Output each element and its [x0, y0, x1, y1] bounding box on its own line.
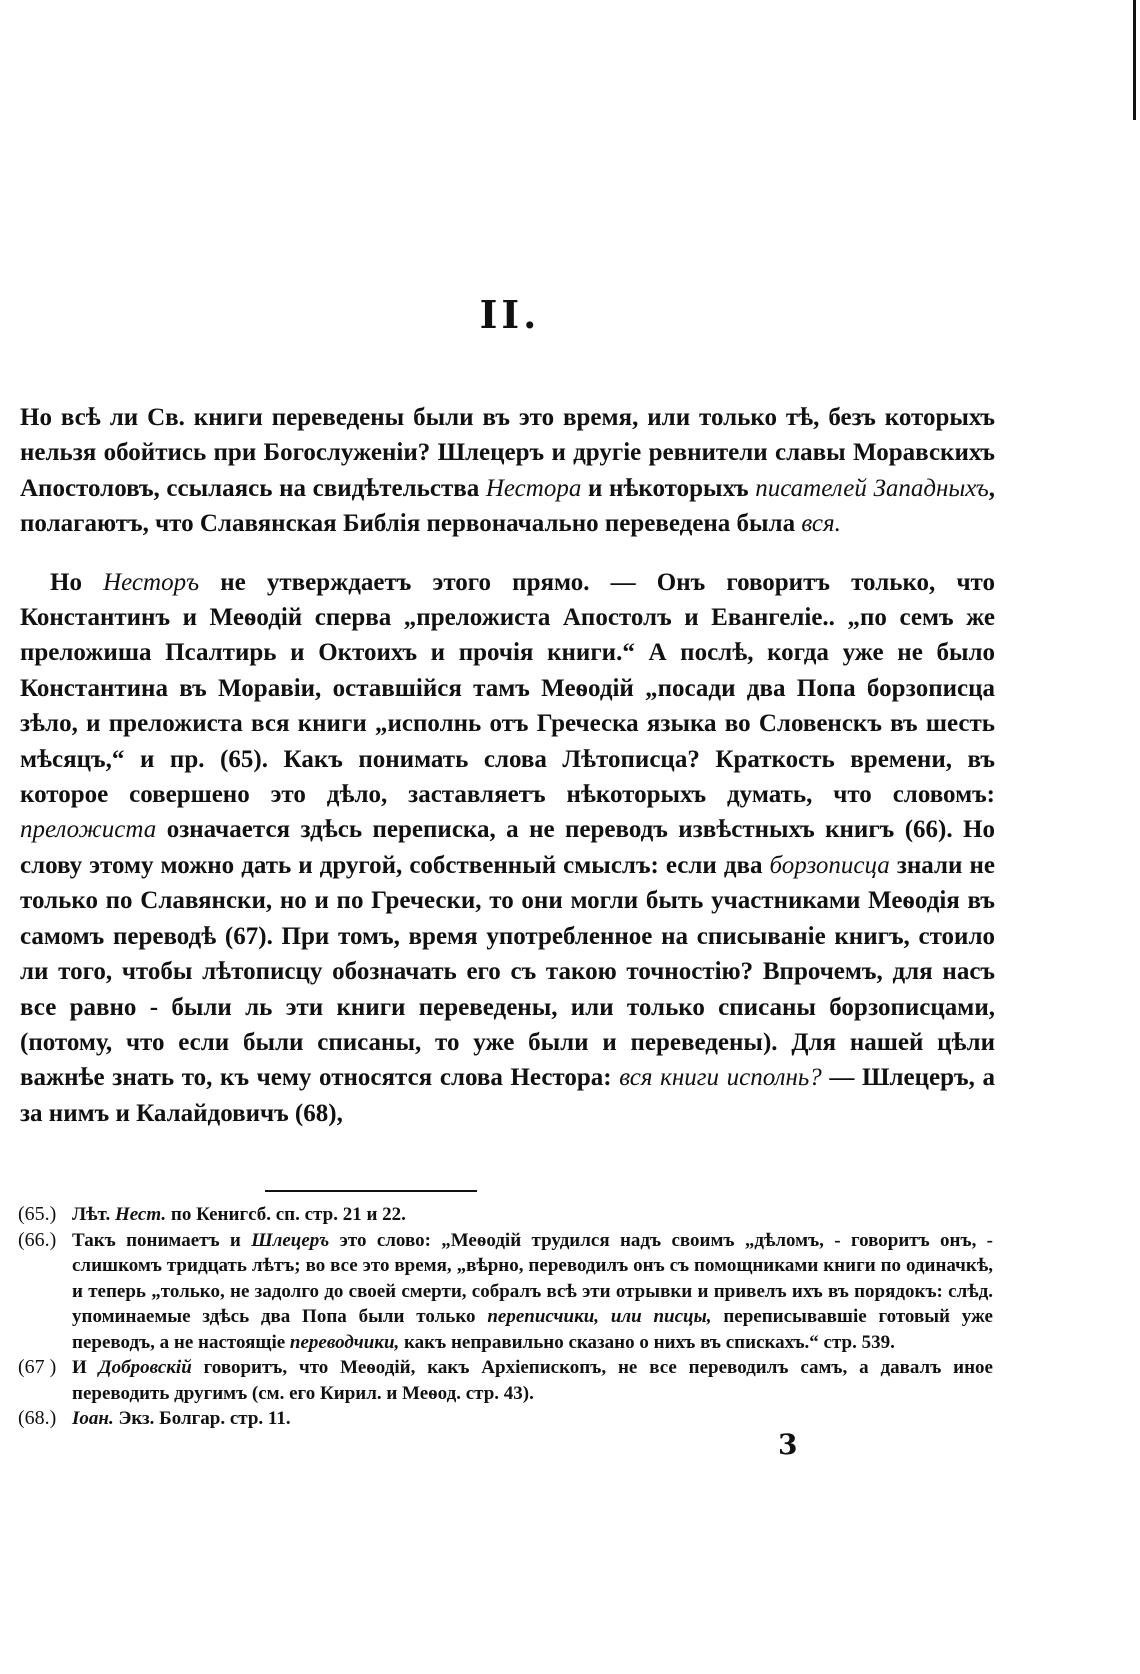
footnote-text: Лѣт. Нест. по Кенигсб. сп. стр. 21 и 22. — [72, 1204, 406, 1225]
italic-text: переводчики, — [289, 1331, 400, 1353]
footnote-68 — [18, 1406, 993, 1432]
footnote-number: (67 ) — [18, 1356, 57, 1378]
italic-text: преложиста — [20, 816, 157, 844]
page-edge-line — [1133, 0, 1136, 120]
footnote-number: (65.) — [18, 1203, 57, 1225]
signature-mark: 3 — [778, 1428, 798, 1461]
footnote-text: Такъ понимаетъ и Шлецеръ это слово: „Меѳодій трудился надъ своимъ „дѣломъ, - говоритъ онъ, - слишкомъ тридцать лѣтъ; во все это время, „вѣрно, переводилъ онъ съ помощниками книги по одиначкѣ, и теперь „только, не задолго до своей смерти, собралъ всѣ эти отрывки и привелъ ихъ въ порядокъ: слѣд. упоминаемые здѣсь два Попа были только переписчики, или писцы, переписывавшіе готовый уже переводъ, а не настоящіе переводчики, какъ неправильно сказано о нихъ въ спискахъ.“ стр. 539. — [72, 1229, 993, 1353]
footnote-number: (66.) — [18, 1228, 57, 1251]
italic-text: Нест. — [114, 1204, 167, 1225]
footnote-66 — [18, 1228, 993, 1356]
footnote-text: Іоан. Экз. Болгар. стр. 11. — [72, 1408, 291, 1429]
paragraph-1: Но всѣ ли Св. книги переведены были въ это время, или только тѣ, безъ которыхъ нельзя обойтись при Богослуженіи? Шлецеръ и другіе ревнители славы Моравскихъ Апостоловъ, ссылаясь на свидѣтельства Нестора и нѣкоторыхъ писателей Западныхъ, полагаютъ, что Славянская Библія первоначально переведена была вся. — [20, 404, 995, 538]
footnote-67 — [18, 1355, 993, 1406]
italic-text: Шлецеръ — [251, 1229, 330, 1251]
italic-text: Іоан. — [72, 1408, 114, 1429]
footnote-separator — [265, 1190, 477, 1192]
chapter-heading: II. — [479, 292, 541, 337]
footnote-number: (68.) — [18, 1407, 57, 1429]
footnotes — [18, 1202, 993, 1432]
italic-text: вся. — [801, 510, 841, 538]
italic-text: борзописца — [769, 851, 890, 879]
italic-text: Несторъ — [103, 568, 200, 596]
italic-text: вся книги исполнь? — [619, 1064, 822, 1092]
footnote-text: И Добровскій говоритъ, что Меѳодій, какъ Архіепископъ, не все переводилъ самъ, а давалъ иное переводить другимъ (см. его Кирил. и Меѳод. стр. 43). — [72, 1357, 993, 1404]
italic-text: Нестора — [485, 474, 582, 502]
main-text — [20, 400, 995, 1131]
italic-text: Добровскій — [98, 1357, 192, 1378]
italic-text: писателей Западныхъ — [755, 474, 989, 502]
footnote-65 — [18, 1202, 993, 1228]
paragraph-2: Но Несторъ не утверждаетъ этого прямо. — Онъ говоритъ только, что Константинъ и Меѳодій сперва „преложиста Апостолъ и Евангеліе.. „по семъ же преложиша Псалтирь и Октоихъ и прочія книги.“ А послѣ, когда уже не было Константина въ Моравіи, оставшійся тамъ Меѳодій „посади два Попа борзописца зѣло, и преложиста вся книги „исполнь отъ Греческа языка во Словенскъ въ шесть мѣсяцъ,“ и пр. (65). Какъ понимать слова Лѣтописца? Краткость времени, въ которое совершено это дѣло, заставляетъ нѣкоторыхъ думать, что словомъ: преложиста означается здѣсь переписка, а не переводъ извѣстныхъ книгъ (66). Но слову этому можно дать и другой, собственный смыслъ: если два борзописца знали не только по Славянски, но и по Гречески, то они могли быть участниками Меѳодія въ самомъ переводѣ (67). При томъ, время употребленное на списываніе книгъ, стоило ли того, чтобы лѣтописцу обозначать его съ такою точностію? Впрочемъ, для насъ все равно - были ль эти книги переведены, или только списаны борзописцами, (потому, что если были списаны, то уже были и переведены). Для нашей цѣли важнѣе знать то, къ чему относятся слова Нестора: вся книги исполнь? — Шлецеръ, а за нимъ и Калайдовичъ (68), — [20, 568, 995, 1127]
italic-text: переписчики, или писцы, — [487, 1306, 712, 1327]
